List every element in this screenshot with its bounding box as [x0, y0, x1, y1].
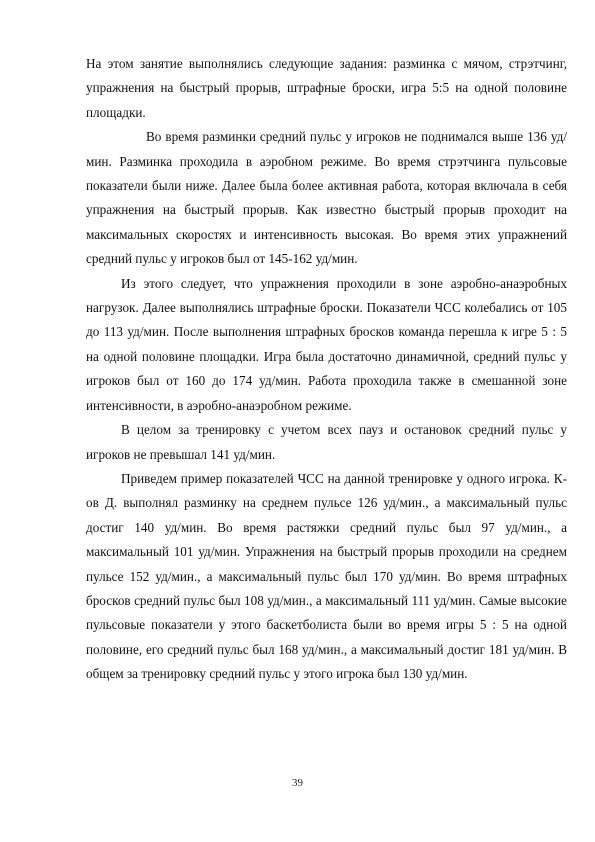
body-text [86, 52, 567, 687]
paragraph-tasks: На этом занятие выполнялись следующие задания: разминка с мячом, стрэтчинг, упражнения на быстрый прорыв, штрафные броски, игра 5:5 на одной половине площадки. [86, 56, 567, 120]
page-number: 39 [292, 777, 303, 789]
paragraph-overall: В целом за тренировку с учетом всех пауз и остановок средний пульс у игроков не превышал 141 уд/мин. [86, 422, 567, 462]
paragraph-warmup: Во время разминки средний пульс у игроков не поднимался выше 136 уд/мин. Разминка проходила в аэробном режиме. Во время стрэтчинга пульсовые показатели были ниже. Далее была более активная работа, которая включала в себя упражнения на быстрый прорыв. Как известно быстрый прорыв проходит на максимальных скоростях и интенсивность высокая. Во время этих упражнений средний пульс у игроков был от 145-162 уд/мин. [86, 129, 567, 267]
paragraph-player-example: Приведем пример показателей ЧСС на данной тренировке у одного игрока. К-ов Д. выполнял разминку на среднем пульсе 126 уд/мин., а максимальный пульс достиг 140 уд/мин. Во время растяжки средний пульс был 97 уд/мин., а максимальный 101 уд/мин. Упражнения на быстрый прорыв проходили на среднем пульсе 152 уд/мин., а максимальный пульс был 170 уд/мин. Во время штрафных бросков средний пульс был 108 уд/мин., а максимальный 111 уд/мин. Самые высокие пульсовые показатели у этого баскетболиста были во время игры 5 : 5 на одной половине, его средний пульс был 168 уд/мин., а максимальный достиг 181 уд/мин. В общем за тренировку средний пульс у этого игрока был 130 уд/мин. [86, 470, 567, 682]
paragraph-zones: Из этого следует, что упражнения проходили в зоне аэробно-анаэробных нагрузок. Далее выполнялись штрафные броски. Показатели ЧСС колебались от 105 до 113 уд/мин. После выполнения штрафных бросков команда перешла к игре 5 : 5 на одной половине площадки. Игра была достаточно динамичной, средний пульс у игроков был от 160 до 174 уд/мин. Работа проходила также в смешанной зоне интенсивности, в аэробно-анаэробном режиме. [86, 275, 567, 413]
